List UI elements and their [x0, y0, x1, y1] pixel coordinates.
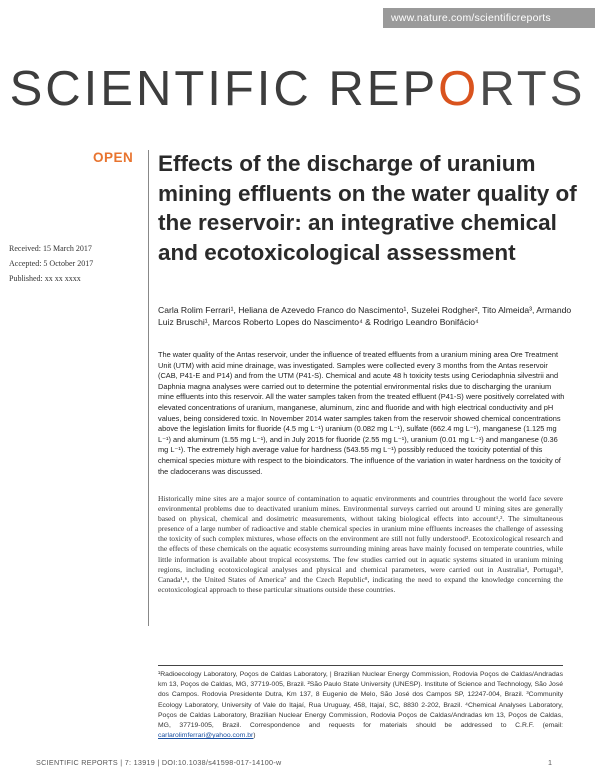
- journal-url-bar: [383, 8, 595, 28]
- journal-masthead: [0, 60, 595, 118]
- abstract: The water quality of the Antas reservoir, under the influence of treated effluents from a uranium mining area Ore Treatment Unit (UTM) with acid mine drainage, was investigated. Samples were collected every 3 months from the Antas reservoir (CAB, P41-E and P14) and from the UTM (P41-S). Chemical and acute 48 h toxicity tests using Ceriodaphnia silvestrii and Daphnia magna analyses were carried out to determine the potential environmental risks due to discharging the uranium mine effluents into this reservoir. All the water samples taken from the treated effluent (P41-S) were positively correlated with elevated concentrations of uranium, manganese, aluminum, zinc and fluoride and with high electrical conductivity and pH values, being considered toxic. In November 2014 water samples taken from the reservoir showed chemical concentrations above the legislation limits for fluoride (4.5 mg L⁻¹) uranium (0.082 mg L⁻¹), sulfate (662.4 mg L⁻¹), manganese (1.125 mg L⁻¹) and aluminum (1.55 mg L⁻¹), and in July 2015 for fluoride (2.55 mg L⁻¹), uranium (0.01 mg L⁻¹) and manganese (0.36 mg L⁻¹). The extremely high average value for hardness (543.55 mg L⁻¹) possibly reduced the toxicity potential of this chemical species mixture with respect to the bioindicators. The influence of the variation in water hardness on the toxicity of the cladocerans was discussed.: [158, 350, 565, 476]
- affiliations-text: ¹Radioecology Laboratory, Poços de Caldas Laboratory, | Brazilian Nuclear Energy Commission, Rodovia Poços de Caldas/Andradas km 13, Poços de Caldas, MG, 37719-005, Brazil. ²São Paulo State University (UNESP). Institute of Science and Technology, São José dos Campos. Rodovia Presidente Dutra, Km 137, 8 Eugenio de Melo, São José dos Campos SP, 12247-004, Brazil. ³Community Ecology Laboratory, University of Vale do Itajaí, Rua Uruguay, 458, Itajaí, SC, 8830 2-202, Brazil. ⁴Chemical Analyses Laboratory, Poços de Caldas Laboratory, Brazilian Nuclear Energy Commission, Rodovia Poços de Caldas/Andradas km 13, Poços de Caldas, MG, 37719-005, Brazil. Correspondence and requests for materials should be addressed to C.R.F. (email:: [158, 671, 563, 730]
- published-date: Published: xx xx xxxx: [9, 274, 81, 283]
- corresponding-email-link[interactable]: carlarolimferrari@yahoo.com.br: [158, 732, 254, 740]
- accepted-date: Accepted: 5 October 2017: [9, 259, 94, 268]
- article-dates: [9, 241, 144, 286]
- page-footer: [36, 758, 282, 767]
- author-list: Carla Rolim Ferrari¹, Heliana de Azevedo Franco do Nascimento¹, Suzelei Rodgher², Tito Almeida³, Armando Luiz Bruschi¹, Marcos Roberto Lopes do Nascimento⁴ & Rodrigo Leandro Bonifácio⁴: [158, 305, 572, 327]
- article-title: Effects of the discharge of uranium mining effluents on the water quality of the reservoir: an integrative chemical and ecotoxicological assessment: [158, 151, 577, 265]
- journal-url-link[interactable]: www.nature.com/scientificreports: [391, 12, 551, 24]
- page-number: 1: [548, 758, 552, 767]
- affiliations: [158, 670, 563, 741]
- footer-journal: SCIENTIFIC REPORTS: [36, 758, 118, 767]
- journal-name-left: SCIENTIFIC REP: [9, 62, 439, 116]
- received-date: Received: 15 March 2017: [9, 244, 92, 253]
- margin-divider: [148, 150, 149, 626]
- affiliations-end: ): [253, 732, 256, 740]
- journal-name-right: RTS: [479, 62, 586, 116]
- introduction-paragraph: Historically mine sites are a major source of contamination to aquatic environments and countries throughout the world face severe environmental problems due to deactivated uranium mines. Environmental surveys carried out around U mining sites are generally based on physical, chemical and dosimetric measurements, without taking biological effects into account¹,². The simultaneous presence of a large number of radioactive and stable chemical species in uranium mine effluents increases the challenge of assessing the toxicity of such complex mixtures, whose effects on the environment are still not fully understood³. Ecotoxicological research and the effects of these chemicals on the aquatic ecosystems surrounding mining areas have mainly focused on temperate countries, while little information is available about tropical ecosystems. The few studies carried out in aquatic systems situated in uranium mining regions, including ecotoxicological analyses and physical and chemical parameters, were carried out in Australia⁴, Portugal⁵, Canada¹,⁶, the United States of America⁷ and the Czech Republic⁸, indicating the need to expand the knowledge concerning the ecotoxicological approach to these particular situations outside these countries.: [158, 494, 563, 594]
- open-access-label: OPEN: [93, 150, 134, 165]
- affiliation-divider: [158, 665, 563, 666]
- journal-name-o: O: [438, 62, 480, 116]
- footer-citation: | 7: 13919 | DOI:10.1038/s41598-017-14100-w: [117, 758, 282, 767]
